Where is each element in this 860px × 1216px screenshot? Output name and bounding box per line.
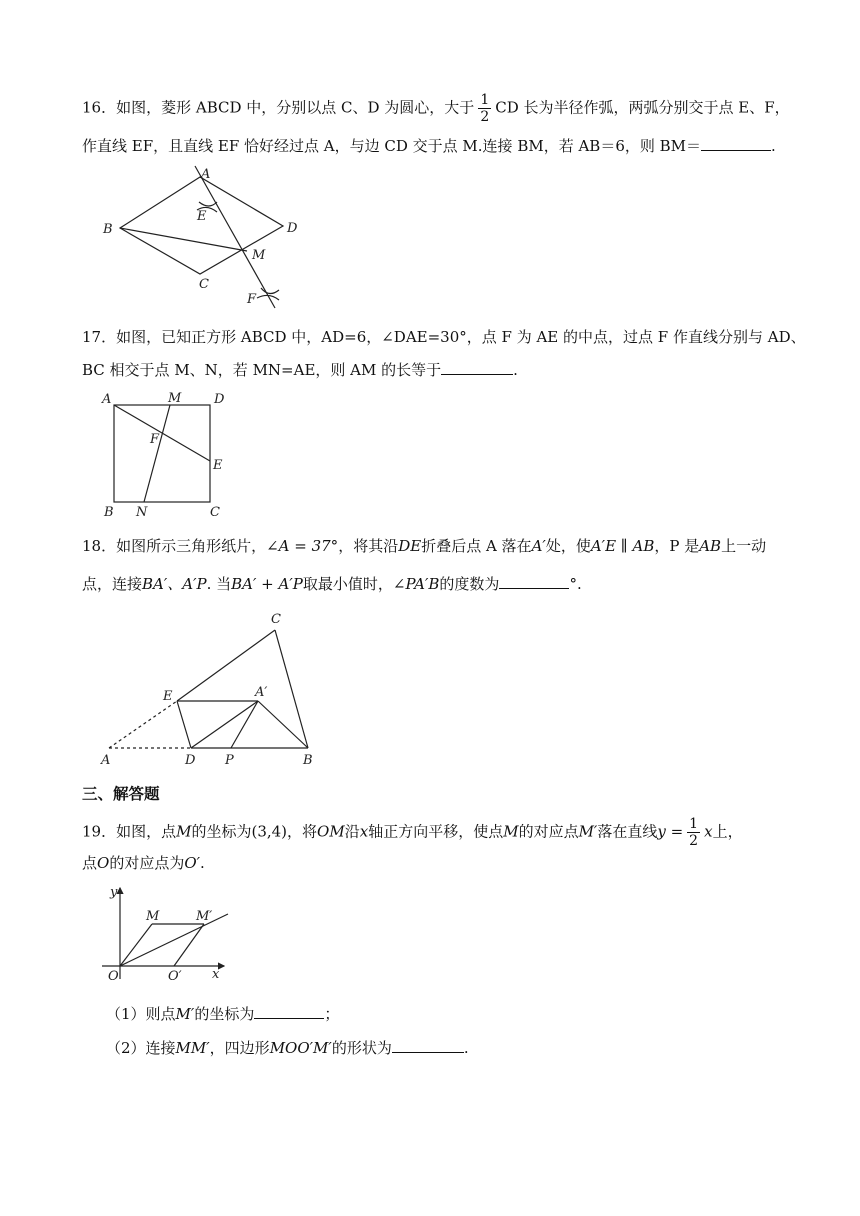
q19-sub1-end: ； (324, 1005, 340, 1023)
dashed-ae (109, 701, 177, 748)
q18-text-i: 取最小值时， (302, 575, 393, 593)
q18-end: °. (569, 575, 582, 593)
q18-parallel: A′E ∥ AB (590, 537, 655, 555)
label-f: F (150, 432, 160, 447)
q17-figure (100, 390, 240, 520)
q19-text-g: 落在直线 (597, 822, 658, 841)
q19-sub2-mmp: MM′ (175, 1039, 210, 1057)
q19-text-i: 点 (82, 854, 98, 872)
q18-angle-pab: ∠PA′B (392, 575, 440, 593)
segment-dap (191, 701, 258, 748)
q18-line-2 (82, 572, 582, 595)
label-m: M (168, 391, 182, 406)
q19-sub1-mp: M′ (175, 1005, 195, 1023)
q18-figure (95, 608, 335, 768)
label-y: y (110, 885, 118, 900)
q16-text-a: 16．如图，菱形 ABCD 中，分别以点 C、D 为圆心，大于 (82, 98, 475, 117)
q19-coord: (3,4) (251, 822, 288, 841)
label-m-prime: M′ (196, 909, 213, 924)
q18-ab: AB (699, 537, 722, 555)
q16-frac-num: 1 (480, 92, 490, 108)
segment-opmp (174, 924, 204, 966)
q19-yeq: y = (657, 822, 684, 841)
label-e: E (163, 689, 173, 704)
q19-fraction (687, 816, 700, 849)
q18-de: DE (398, 537, 422, 555)
q16-line-1 (82, 92, 790, 125)
q18-text-f: 上一动 (721, 537, 767, 555)
q19-text-c: ，将 (287, 822, 318, 841)
q16-end: . (771, 137, 776, 155)
q19-om: OM (317, 822, 345, 841)
label-a: A (102, 392, 112, 407)
q19-xv: x (704, 822, 713, 841)
section-heading: 三、解答题 (82, 785, 160, 803)
label-f: F (247, 292, 257, 307)
label-p: P (225, 753, 234, 768)
q16-text-c: 作直线 EF，且直线 EF 恰好经过点 A，与边 CD 交于点 M.连接 BM，若 AB＝6，则 BM＝ (82, 137, 702, 155)
q19-text-h: 上， (712, 822, 743, 841)
label-c: C (199, 277, 209, 292)
q17-line-1 (82, 326, 806, 348)
q19-sub2-text-a: （2）连接 (106, 1039, 176, 1057)
arc-e2 (199, 202, 217, 206)
q19-end: . (200, 854, 205, 872)
q19-m: M (176, 822, 192, 841)
label-c: C (210, 505, 220, 520)
q19-m2: M (503, 822, 519, 841)
label-b: B (303, 753, 313, 768)
q19-text-f: 的对应点 (518, 822, 579, 841)
q17-line-2 (82, 358, 518, 381)
label-n: N (136, 505, 148, 520)
q19-frac-den: 2 (689, 833, 699, 849)
label-x: x (212, 967, 220, 982)
q19-text-j: 的对应点为 (109, 854, 185, 872)
segment-pap (231, 701, 258, 748)
label-o-prime: O′ (168, 969, 182, 984)
segment-bap (258, 701, 308, 748)
q19-line-1 (82, 816, 743, 849)
q19-sub2-answer-blank[interactable] (392, 1036, 464, 1053)
q19-text-d: 沿 (344, 822, 360, 841)
q18-segments: BA′、A′P (142, 575, 207, 593)
q17-text-b: BC 相交于点 M、N，若 MN=AE，则 AM 的长等于 (82, 361, 442, 379)
q19-figure (100, 884, 240, 984)
q18-sum: BA′ + A′P (231, 575, 303, 593)
label-b: B (104, 505, 114, 520)
q18-answer-blank[interactable] (499, 572, 569, 589)
label-c: C (271, 612, 281, 627)
q19-sub2-text-c: 的形状为 (331, 1039, 392, 1057)
q19-sub1-answer-blank[interactable] (254, 1002, 324, 1019)
q19-sub1-text-b: 的坐标为 (194, 1005, 255, 1023)
q18-text-h: . 当 (206, 575, 232, 593)
q19-line-2 (82, 852, 205, 874)
q16-figure (95, 160, 298, 315)
q19-sub-1 (106, 1002, 339, 1025)
q16-line-2 (82, 134, 776, 157)
q18-angle-a: ∠A = 37° (266, 537, 339, 555)
q18-text-j: 的度数为 (439, 575, 500, 593)
q19-sub1-text-a: （1）则点 (106, 1005, 176, 1023)
q19-sub2-quad: MOO′M′ (269, 1039, 332, 1057)
q18-text-a: 18．如图所示三角形纸片， (82, 537, 267, 555)
q18-text-e: ，P 是 (654, 537, 700, 555)
label-a: A (201, 167, 211, 182)
q19-sub2-text-b: ，四边形 (209, 1039, 270, 1057)
label-e: E (213, 458, 223, 473)
segment-ed (177, 701, 191, 748)
q19-o: O (97, 854, 110, 872)
q18-text-b: ，将其沿 (338, 537, 399, 555)
q19-sub-2 (106, 1036, 469, 1059)
q17-answer-blank[interactable] (441, 358, 513, 375)
q19-text-b: 的坐标为 (191, 822, 252, 841)
q18-line-1 (82, 535, 766, 557)
q19-frac-num: 1 (689, 816, 699, 832)
q17-text-a: 17．如图，已知正方形 ABCD 中，AD=6，∠DAE=30°，点 F 为 AE 的中点，过点 F 作直线分别与 AD、 (82, 328, 806, 346)
label-b: B (103, 222, 113, 237)
label-m: M (146, 909, 160, 924)
label-d: D (185, 753, 196, 768)
segment-mn (144, 405, 170, 502)
square-abcd (114, 405, 210, 502)
segment-cb (275, 630, 308, 748)
q16-text-b: CD 长为半径作弧，两弧分别交于点 E、F， (495, 98, 790, 117)
segment-om (120, 924, 152, 966)
q16-answer-blank[interactable] (701, 134, 771, 151)
q18-ap: A′ (531, 537, 546, 555)
label-d: D (287, 221, 298, 236)
q19-text-a: 19．如图，点 (82, 822, 177, 841)
q18-text-d: 处，使 (545, 537, 591, 555)
q19-op: O′ (184, 854, 201, 872)
q19-sub2-end: . (463, 1039, 469, 1057)
q19-text-e: 轴正方向平移，使点 (368, 822, 504, 841)
q17-end: . (513, 361, 518, 379)
label-o: O (108, 969, 119, 984)
q16-fraction (478, 92, 491, 125)
label-a-prime: A′ (255, 685, 268, 700)
q19-mp: M′ (578, 822, 598, 841)
q18-text-g: 点，连接 (82, 575, 143, 593)
label-a: A (101, 753, 111, 768)
q16-frac-den: 2 (480, 109, 490, 125)
q18-text-c: 折叠后点 A 落在 (421, 537, 532, 555)
q19-x: x (359, 822, 369, 841)
label-e: E (197, 209, 207, 224)
label-m: M (252, 248, 266, 263)
label-d: D (214, 392, 225, 407)
